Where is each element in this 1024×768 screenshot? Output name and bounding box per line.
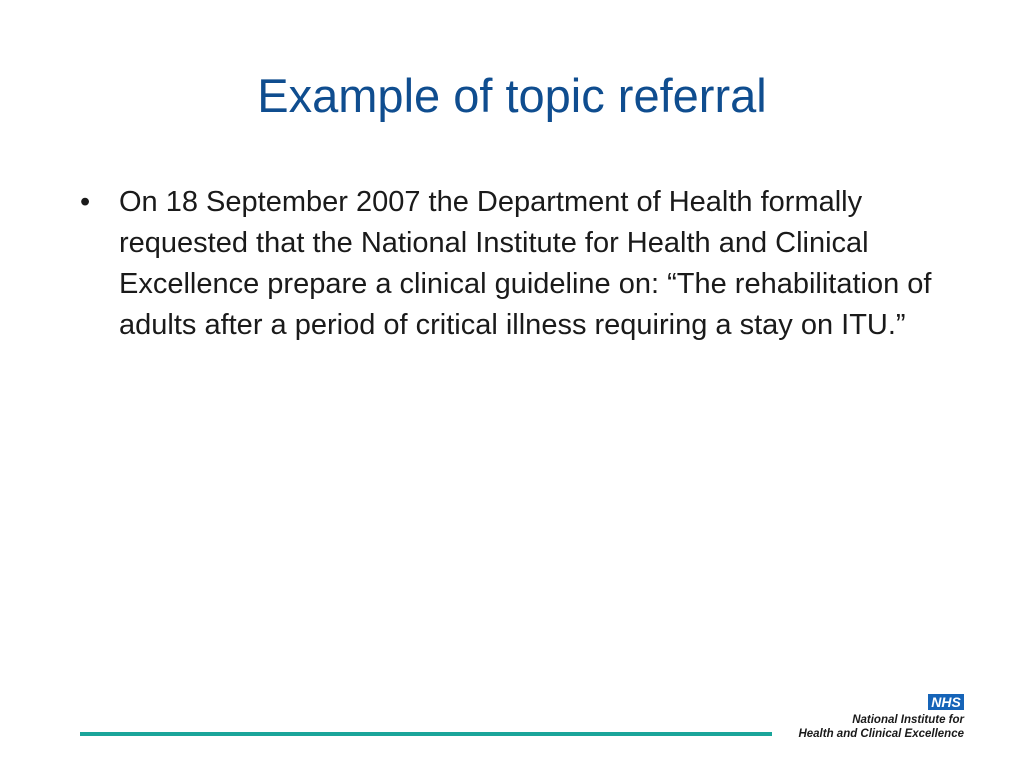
slide-title: Example of topic referral: [257, 69, 767, 122]
logo-text-line-1: National Institute for: [852, 714, 964, 726]
bullet-item: [80, 182, 960, 346]
nhs-badge: NHS: [928, 694, 964, 710]
bullet-text: On 18 September 2007 the Department of Health formally requested that the National Institute for Health and Clinical Excellence prepare a clinical guideline on: “The rehabilitation of adults after a period of critical illness requiring a stay on ITU.”: [119, 186, 932, 341]
logo-text-line-2: Health and Clinical Excellence: [798, 728, 964, 740]
bullet-list: [80, 182, 960, 346]
bullet-marker: •: [80, 186, 91, 218]
nice-logo: [800, 694, 968, 744]
footer-divider: [80, 732, 772, 736]
